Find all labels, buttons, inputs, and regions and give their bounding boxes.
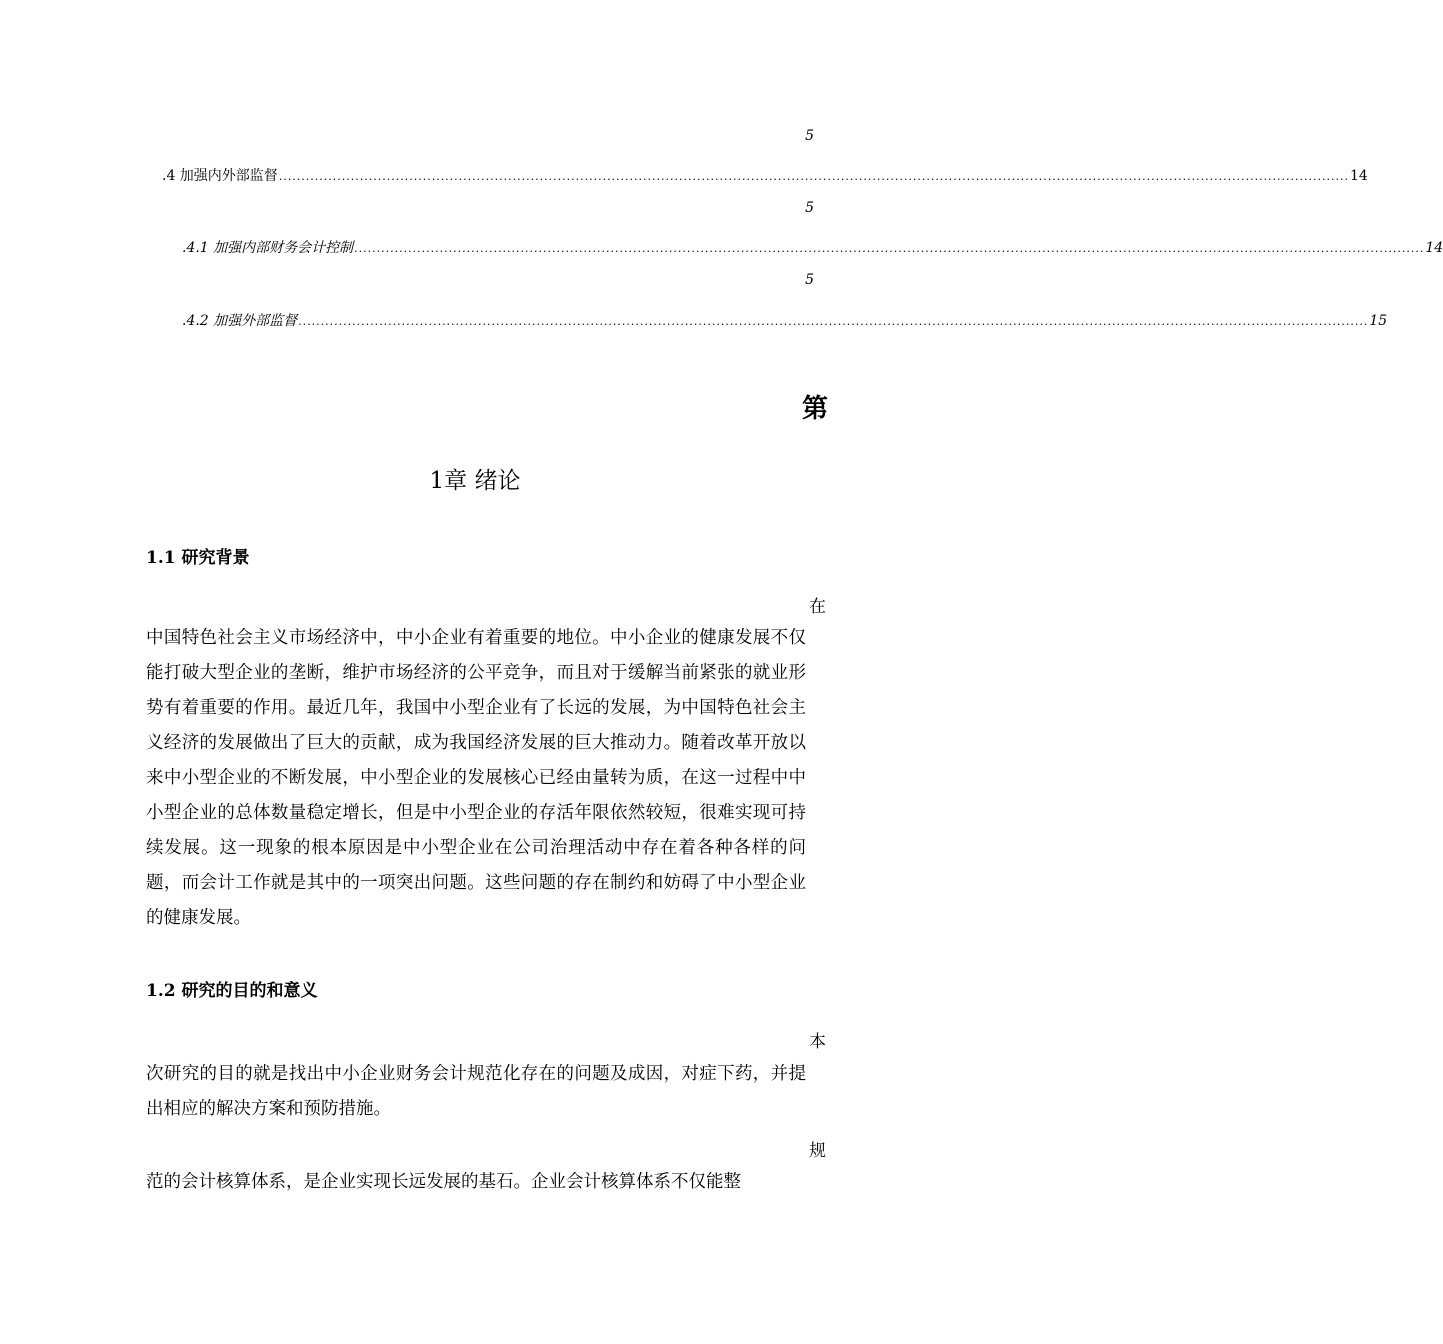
body-paragraph: 次研究的目的就是找出中小企业财务会计规范化存在的问题及成因，对症下药，并提出相应的解决方案和预防措施。 <box>146 1064 806 1119</box>
paragraph-first-char: 在 <box>809 597 826 617</box>
section-heading: 1.2 研究的目的和意义 <box>146 981 318 1001</box>
toc-number-prefix: 5 <box>805 128 814 144</box>
paragraph-first-char: 规 <box>809 1141 826 1161</box>
toc-entry-page: 14 <box>1425 240 1443 256</box>
paragraph-first-char: 本 <box>809 1032 826 1052</box>
toc-number-prefix: 5 <box>805 200 814 216</box>
toc-entry[interactable] <box>182 237 1443 257</box>
toc-leader-dots: .............................................................................................................................................................................................................................................. <box>298 315 1369 328</box>
toc-entry-label: .4.2 加强外部监督 <box>182 313 298 329</box>
section-heading: 1.1 研究背景 <box>146 548 250 568</box>
body-paragraph: 中国特色社会主义市场经济中，中小企业有着重要的地位。中小企业的健康发展不仅能打破大型企业的垄断，维护市场经济的公平竞争，而且对于缓解当前紧张的就业形势有着重要的作用。最近几年，我国中小型企业有了长远的发展，为中国特色社会主义经济的发展做出了巨大的贡献，成为我国经济发展的巨大推动力。随着改革开放以来中小型企业的不断发展，中小型企业的发展核心已经由量转为质，在这一过程中中小型企业的总体数量稳定增长，但是中小型企业的存活年限依然较短，很难实现可持续发展。这一现象的根本原因是中小型企业在公司治理活动中存在着各种各样的问题，而会计工作就是其中的一项突出问题。这些问题的存在制约和妨碍了中小型企业的健康发展。 <box>146 628 806 928</box>
toc-entry-page: 14 <box>1350 168 1368 184</box>
toc-entry-label: .4.1 加强内部财务会计控制 <box>182 240 354 256</box>
body-paragraph: 范的会计核算体系，是企业实现长远发展的基石。企业会计核算体系不仅能整 <box>146 1172 741 1192</box>
toc-entry[interactable] <box>182 310 1388 330</box>
toc-entry-label: .4 加强内外部监督 <box>162 168 278 184</box>
toc-entry-page: 15 <box>1369 313 1388 329</box>
toc-number-prefix: 5 <box>805 272 814 288</box>
toc-leader-dots: .............................................................................................................................................................................................................................................. <box>354 242 1425 255</box>
chapter-prefix: 第 <box>801 394 828 424</box>
toc-entry[interactable] <box>162 165 1368 185</box>
toc-leader-dots: .............................................................................................................................................................................................................................................. <box>278 170 1349 183</box>
chapter-title: 1章 绪论 <box>429 468 521 494</box>
